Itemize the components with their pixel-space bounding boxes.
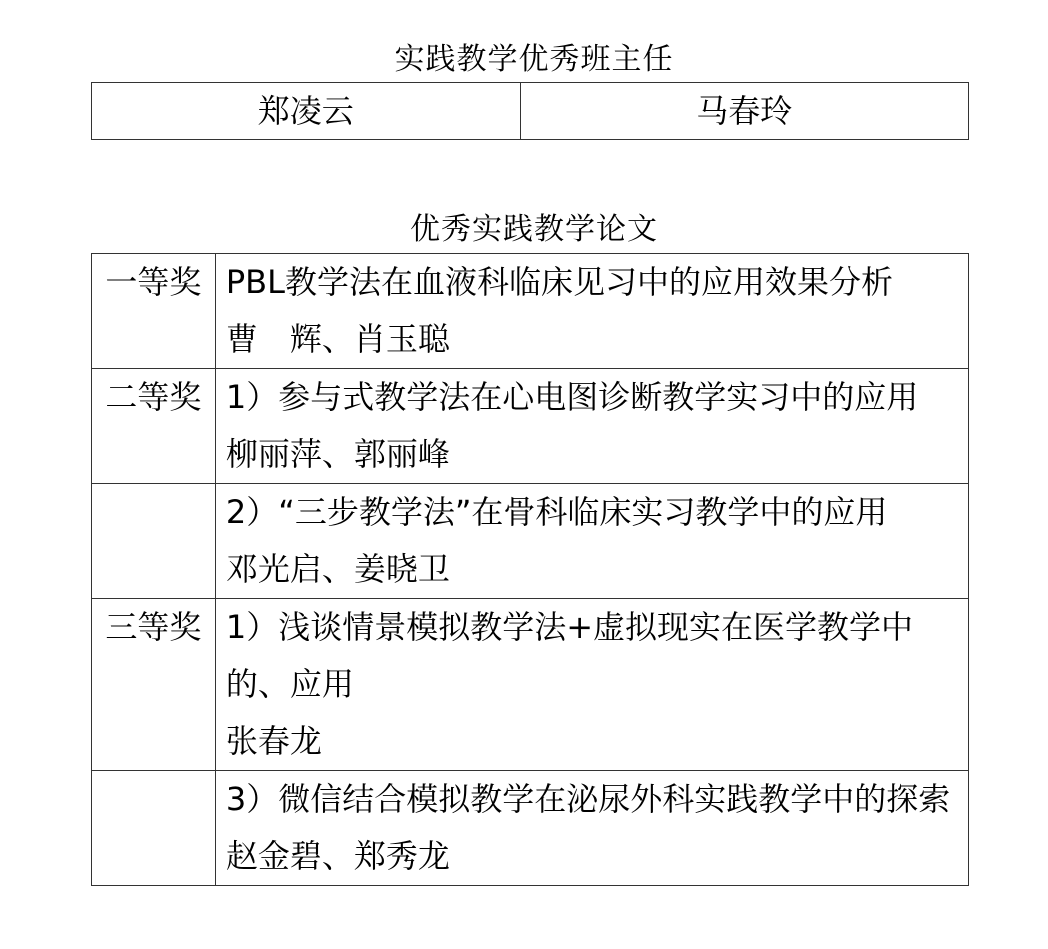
paper-cell	[215, 254, 968, 369]
award-level-cell: 二等奖	[92, 369, 216, 484]
award-level-cell: 一等奖	[92, 254, 216, 369]
teacher-name-cell: 马春玲	[520, 83, 969, 140]
paper-authors: 邓光启、姜晓卫	[225, 550, 450, 588]
head-teachers-table	[91, 82, 969, 140]
table-row	[92, 83, 969, 140]
award-level-cell	[92, 484, 216, 599]
table-row	[92, 484, 969, 599]
paper-cell	[215, 369, 968, 484]
paper-cell	[215, 484, 968, 599]
table-row	[92, 599, 969, 771]
paper-title: 3）微信结合模拟教学在泌尿外科实践教学中的探索	[225, 780, 951, 818]
table-row	[92, 369, 969, 484]
table-row	[92, 771, 969, 886]
paper-authors: 柳丽萍、郭丽峰	[225, 435, 450, 473]
paper-cell	[215, 771, 968, 886]
papers-table	[91, 253, 969, 886]
paper-title: 2）“三步教学法”在骨科临床实习教学中的应用	[225, 493, 888, 531]
award-level-cell: 三等奖	[92, 599, 216, 771]
paper-authors: 张春龙	[225, 722, 322, 760]
paper-title: PBL教学法在血液科临床见习中的应用效果分析	[225, 263, 893, 301]
teacher-name-cell: 郑凌云	[92, 83, 521, 140]
paper-title: 1）参与式教学法在心电图诊断教学实习中的应用	[225, 378, 919, 416]
paper-title: 1）浅谈情景模拟教学法+虚拟现实在医学教学中的、应用	[225, 608, 914, 703]
table-row	[92, 254, 969, 369]
award-level-cell	[92, 771, 216, 886]
section-title-head-teachers: 实践教学优秀班主任	[394, 42, 674, 77]
paper-authors: 赵金碧、郑秀龙	[225, 837, 450, 875]
section-title-papers: 优秀实践教学论文	[410, 212, 658, 247]
paper-cell	[215, 599, 968, 771]
paper-authors: 曹 辉、肖玉聪	[225, 320, 450, 358]
